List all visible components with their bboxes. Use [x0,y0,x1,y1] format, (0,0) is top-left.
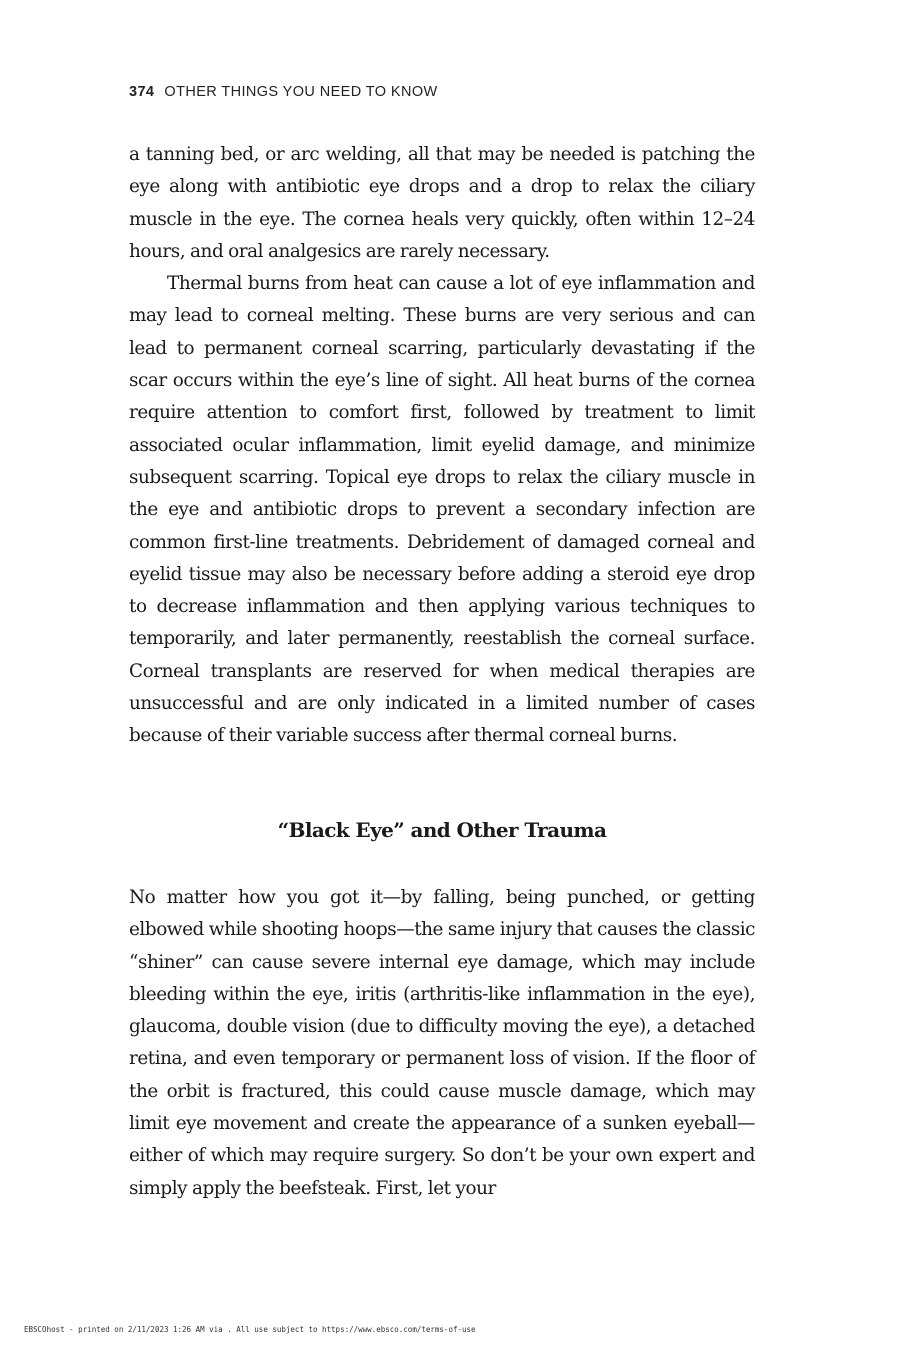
page-number: 374 [129,84,155,100]
running-title: OTHER THINGS YOU NEED TO KNOW [164,84,438,100]
paragraph-thermal-burns: Thermal burns from heat can cause a lot of eye inflammation and may lead to corneal melting. These burns are very serious and can lead to permanent corneal scarring, particularly devastating if the scar occurs within the eye’s line of sight. All heat burns of the cornea require attention to comfort first, followed by treatment to limit associated ocular inflammation, limit eyelid damage, and minimize subsequent scarring. Topical eye drops to relax the ciliary muscle in the eye and antibiotic drops to prevent a secondary infection are common first-line treatments. Debridement of damaged corneal and eyelid tissue may also be necessary before adding a steroid eye drop to decrease inflammation and then applying various techniques to temporarily, and later permanently, reestablish the corneal surface. Corneal transplants are reserved for when medical therapies are unsuccessful and are only indicated in a limited number of cases because of their variable success after thermal corneal burns. [129,273,755,747]
section-heading: “Black Eye” and Other Trauma [277,818,607,842]
section-body-block [129,882,755,1205]
print-footer: EBSCOhost - printed on 2/11/2023 1:26 AM via . All use subject to https://www.ebsco.com/terms-of-use [24,1325,476,1334]
body-text-block [129,139,755,753]
paragraph-black-eye: No matter how you got it—by falling, being punched, or getting elbowed while shooting hoops—the same injury that causes the classic “shiner” can cause severe internal eye damage, which may include bleeding within the eye, iritis (arthritis-like inflammation in the eye), glaucoma, double vision (due to difficulty moving the eye), a detached retina, and even temporary or permanent loss of vision. If the floor of the orbit is fractured, this could cause muscle damage, which may limit eye movement and create the appearance of a sunken eyeball—either of which may require surgery. So don’t be your own expert and simply apply the beefsteak. First, let your [129,887,755,1199]
paragraph-continued: a tanning bed, or arc welding, all that may be needed is patching the eye along with antibiotic eye drops and a drop to relax the ciliary muscle in the eye. The cornea heals very quickly, often within 12–24 hours, and oral analgesics are rarely necessary. [129,144,755,262]
running-header [129,84,438,100]
